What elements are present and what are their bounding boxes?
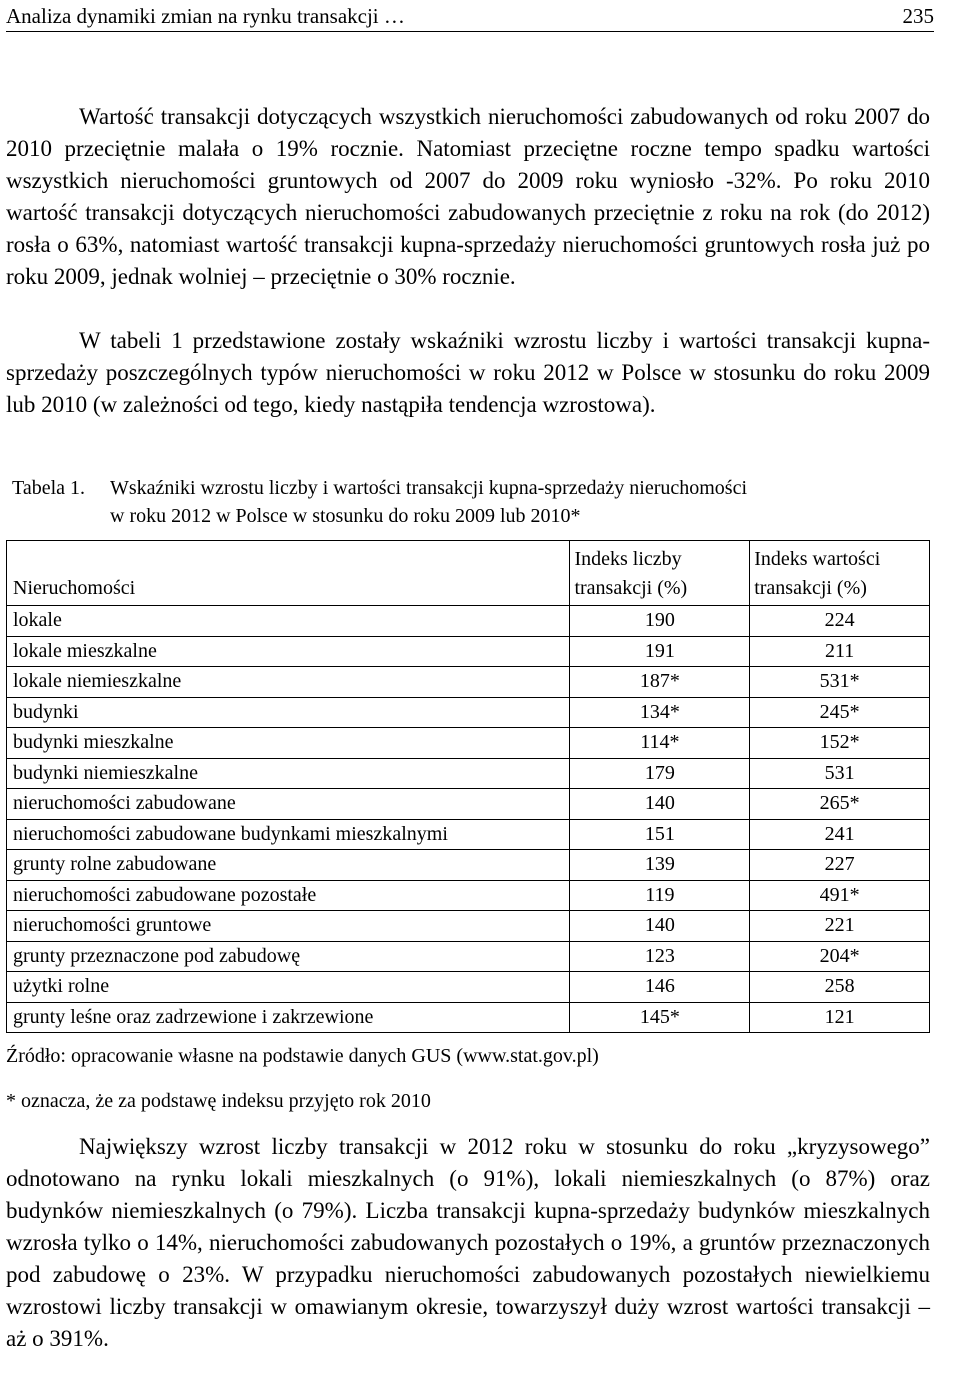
cell-property-type: nieruchomości gruntowe (7, 911, 570, 942)
cell-property-type: budynki mieszkalne (7, 728, 570, 759)
header-indeks-wartosci-line1: Indeks wartości (754, 548, 881, 570)
cell-value-index: 241 (750, 819, 930, 850)
table-row (7, 850, 930, 881)
table-caption (12, 474, 932, 530)
table-row (7, 667, 930, 698)
data-table (6, 540, 930, 1033)
cell-property-type: grunty rolne zabudowane (7, 850, 570, 881)
table-row (7, 911, 930, 942)
cell-count-index: 151 (570, 819, 750, 850)
cell-value-index: 531* (750, 667, 930, 698)
table-row (7, 636, 930, 667)
source-note: Źródło: opracowanie własne na podstawie danych GUS (www.stat.gov.pl) (6, 1045, 599, 1067)
table-row (7, 606, 930, 637)
table-caption-label: Tabela 1. (12, 477, 86, 499)
cell-value-index: 245* (750, 697, 930, 728)
cell-value-index: 491* (750, 880, 930, 911)
header-indeks-wartosci (750, 541, 930, 606)
cell-value-index: 531 (750, 758, 930, 789)
cell-property-type: lokale (7, 606, 570, 637)
cell-count-index: 187* (570, 667, 750, 698)
table-row (7, 972, 930, 1003)
cell-property-type: nieruchomości zabudowane (7, 789, 570, 820)
header-indeks-liczby-line1: Indeks liczby (574, 548, 682, 570)
table-row (7, 697, 930, 728)
cell-property-type: budynki (7, 697, 570, 728)
cell-property-type: grunty przeznaczone pod zabudowę (7, 941, 570, 972)
cell-count-index: 179 (570, 758, 750, 789)
cell-property-type: lokale mieszkalne (7, 636, 570, 667)
header-title: Analiza dynamiki zmian na rynku transakcji … (6, 4, 405, 28)
table-row (7, 819, 930, 850)
cell-value-index: 224 (750, 606, 930, 637)
table-row (7, 789, 930, 820)
cell-value-index: 227 (750, 850, 930, 881)
page-number: 235 (902, 4, 934, 28)
cell-property-type: nieruchomości zabudowane budynkami mieszkalnymi (7, 819, 570, 850)
header-nieruchomosci: Nieruchomości (7, 541, 570, 606)
cell-count-index: 140 (570, 911, 750, 942)
paragraph-2: W tabeli 1 przedstawione zostały wskaźniki wzrostu liczby i wartości transakcji kupna-sprzedaży poszczególnych typów nieruchomości w roku 2012 w Polsce w stosunku do roku 2009 lub 2010 (w zależności od tego, kiedy nastąpiła tendencja wzrostowa). (6, 328, 930, 417)
cell-count-index: 146 (570, 972, 750, 1003)
table-row (7, 880, 930, 911)
header-indeks-liczby (570, 541, 750, 606)
table-row (7, 758, 930, 789)
table-caption-line2: w roku 2012 w Polsce w stosunku do roku 2009 lub 2010* (110, 505, 581, 527)
cell-count-index: 190 (570, 606, 750, 637)
paragraph-3: Największy wzrost liczby transakcji w 2012 roku w stosunku do roku „kryzysowego” odnotowano na rynku lokali mieszkalnych (o 91%), lokali niemieszkalnych (o 87%) oraz budynków niemieszkalnych (o 79%). Liczba transakcji kupna-sprzedaży budynków mieszkalnych wzrosła tylko o 14%, nieruchomości zabudowanych pozostałych o 19%, a gruntów przeznaczonych pod zabudowę o 23%. W przypadku nieruchomości zabudowanych pozostałych niewielkiemu wzrostowi liczby transakcji w omawianym okresie, towarzyszył duży wzrost wartości transakcji – aż o 391%. (6, 1134, 930, 1351)
table-row (7, 1002, 930, 1033)
cell-count-index: 139 (570, 850, 750, 881)
cell-property-type: użytki rolne (7, 972, 570, 1003)
header-indeks-liczby-line2: transakcji (%) (574, 577, 688, 599)
cell-value-index: 221 (750, 911, 930, 942)
table-caption-line1: Wskaźniki wzrostu liczby i wartości transakcji kupna-sprzedaży nieruchomości (110, 477, 748, 499)
cell-value-index: 211 (750, 636, 930, 667)
cell-property-type: nieruchomości zabudowane pozostałe (7, 880, 570, 911)
cell-property-type: lokale niemieszkalne (7, 667, 570, 698)
table-row (7, 941, 930, 972)
cell-property-type: grunty leśne oraz zadrzewione i zakrzewione (7, 1002, 570, 1033)
cell-value-index: 265* (750, 789, 930, 820)
cell-count-index: 140 (570, 789, 750, 820)
cell-value-index: 121 (750, 1002, 930, 1033)
table-row (7, 728, 930, 759)
cell-property-type: budynki niemieszkalne (7, 758, 570, 789)
cell-value-index: 204* (750, 941, 930, 972)
table-header-row (7, 541, 930, 606)
cell-count-index: 114* (570, 728, 750, 759)
cell-count-index: 145* (570, 1002, 750, 1033)
asterisk-note: * oznacza, że za podstawę indeksu przyjęto rok 2010 (6, 1090, 431, 1112)
cell-count-index: 191 (570, 636, 750, 667)
cell-count-index: 123 (570, 941, 750, 972)
cell-value-index: 258 (750, 972, 930, 1003)
paragraph-1: Wartość transakcji dotyczących wszystkich nieruchomości zabudowanych od roku 2007 do 2010 przeciętnie malała o 19% rocznie. Natomiast przeciętne roczne tempo spadku wartości wszystkich nieruchomości gruntowych od 2007 do 2009 roku wyniosło -32%. Po roku 2010 wartość transakcji dotyczących nieruchomości zabudowanych przeciętnie z roku na rok (do 2012) rosła o 63%, natomiast wartość transakcji kupna-sprzedaży nieruchomości gruntowych rosła już po roku 2009, jednak wolniej – przeciętnie o 30% rocznie. (6, 104, 930, 289)
header-indeks-wartosci-line2: transakcji (%) (754, 577, 867, 599)
table-body (7, 606, 930, 1033)
running-header (6, 4, 934, 32)
cell-count-index: 134* (570, 697, 750, 728)
cell-count-index: 119 (570, 880, 750, 911)
cell-value-index: 152* (750, 728, 930, 759)
